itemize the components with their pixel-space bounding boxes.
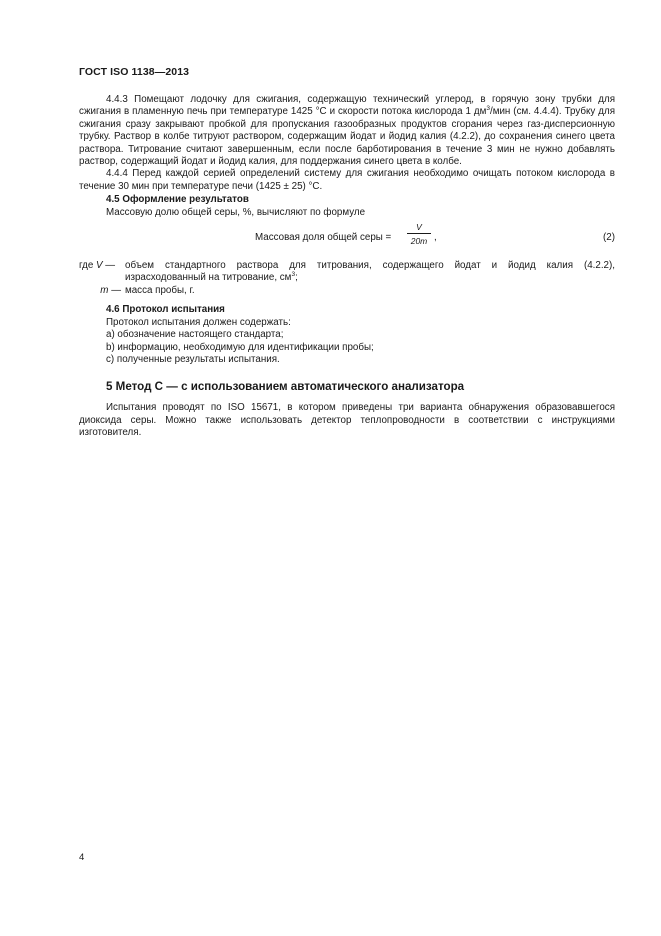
clause-number: 4.4.4 [106,168,128,180]
symbol-m: m [100,284,109,296]
clause-text: Помещают лодочку для сжигания, содержащую технический углерод, в горячую зону трубки для сжигания в пламенную печь при температуре 1425 °С и скорости потока кислорода 1 дм [79,94,615,118]
paragraph-5: Испытания проводят по ISO 15671, в котором приведены три варианта обнаружения образовавшегося диоксида серы. Можно также использовать детектор теплопроводности в соответствии с инструкциями изготовителя. [79,402,615,439]
superscript: 3 [291,271,296,279]
document-body [79,94,615,440]
section-number: 4.6 [106,304,120,316]
list-item: b) информацию, необходимую для идентификации пробы; [106,341,374,353]
variable-definitions [79,260,615,297]
section-number: 4.5 [106,194,120,206]
report-intro: Протокол испытания должен содержать: [106,316,291,328]
dash: — [102,260,116,272]
definition-v [79,260,615,285]
formula-number: (2) [603,232,615,244]
clause-text: Перед каждой серией определений систему для сжигания необходимо очищать потоком кислорода в течение 30 мин при температуре печи (1425 ± 25) °С. [79,168,615,192]
definition-text-part: объем стандартного раствора для титрования, содержащего йодат и йодид калия (4.2.2), израсходованный на титрование, см [125,260,615,284]
superscript: 3 [486,105,490,113]
formula-comma: , [434,232,437,244]
definition-text-part: ; [295,272,298,284]
section-heading-4-6 [79,304,615,316]
paragraph-4-4-4 [79,168,615,193]
clause-text: /мин (см. 4.4.4). Трубку для сжигания сразу закрывают пробкой для пропускания газообразных продуктов сгорания через газ-дисперсионную трубку. Раствор в колбе титруют раствором, содержащим йодат и йодид калия (4.2.2), до сохранения синего цвета раствора. Титрование считают завершенным, если после барботирования в течение 3 мин не нужно добавлять раствор, содержащий йодат и йодид калия, для поддержания синего цвета в колбе. [79,106,616,168]
formula-lhs: Массовая доля общей серы = [255,232,392,244]
fraction-numerator: V [407,222,431,234]
page-number: 4 [79,852,85,863]
document-header: ГОСТ ISO 1138—2013 [79,66,190,78]
section-heading-5: 5 Метод С — с использованием автоматического анализатора [106,380,465,394]
dash: — [108,284,121,296]
paragraph-4-4-3 [79,94,615,168]
section-heading-4-5 [79,194,615,206]
definition-text [125,260,615,285]
formula-fraction [407,222,431,246]
list-item: a) обозначение настоящего стандарта; [106,329,284,341]
symbol-v: V [96,260,103,272]
definition-label [79,260,125,285]
clause-number: 4.4.3 [106,94,128,105]
list-item: c) полученные результаты испытания. [106,353,280,365]
definition-m [79,285,615,297]
definition-label [79,285,125,297]
section-title: Оформление результатов [119,194,249,206]
fraction-denominator: 20m [410,236,428,247]
definition-text: масса пробы, г. [125,284,195,296]
formula-block [79,222,615,254]
formula-intro: Массовую долю общей серы, %, вычисляют по формуле [106,206,366,218]
section-title: Протокол испытания [119,304,225,316]
where-word: где [79,260,97,272]
